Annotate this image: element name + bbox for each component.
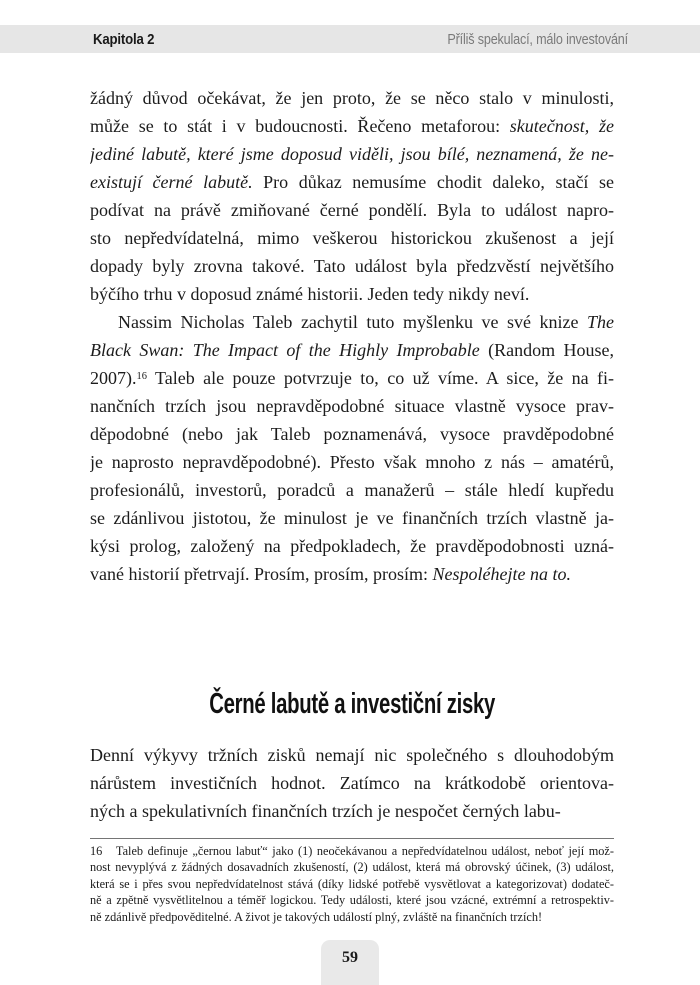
text-line: ně zdánlivě předpověditelné. A život je takových událostí plný, zvláště na finančních trzích! [90, 909, 543, 924]
text-line: žádný důvod očekávat, že jen proto, že se něco stalo v minulosti, [90, 88, 614, 108]
text-line: Denní výkyvy tržních zisků nemají nic společného s dlouhodobým [90, 745, 614, 765]
text-line: podívat na právě zmiňované černé pondělí. Byla to událost napro- [90, 200, 614, 220]
running-title: Příliš spekulací, málo investování [447, 30, 628, 48]
text-line: ně a zpětně vysvětlitelnou a téměř logickou. Tedy události, které jsou vzácné, extrémní a retrospektiv- [90, 893, 614, 908]
paragraph [90, 741, 614, 825]
text-line: vané historií přetrvají. Prosím, prosím, prosím: Nespoléhejte na to. [90, 564, 571, 584]
text-line: nost nevyplývá z žádných dosavadních zkušeností, (2) událost, která má obrovský účinek, (3) událost, [90, 860, 614, 875]
text-line: profesionálů, investorů, poradců a manažerů – stále hledí kupředu [90, 480, 614, 500]
text-line: může se to stát i v budoucnosti. Řečeno metaforou: skutečnost, že [90, 116, 614, 136]
text-line: jediné labutě, které jsme doposud viděli, jsou bílé, neznamená, že ne- [90, 144, 614, 164]
text-line: nárůstem investičních hodnot. Zatímco na krátkodobě orientova- [90, 773, 614, 793]
paragraph [90, 308, 614, 588]
text-line: 2007).$^{16}$ Taleb ale pouze potvrzuje to, co už víme. A sice, že na fi- [90, 368, 614, 388]
text-line: nančních trzích jsou nepravděpodobné situace vlastně vysoce prav- [90, 396, 614, 416]
text-line: je naprosto nepravděpodobné). Přesto však mnoho z nás – amatérů, [90, 452, 614, 472]
page-body [90, 84, 614, 925]
page-number: 59 [342, 949, 358, 966]
page-number-box [321, 940, 379, 985]
text-line: se zdánlivou jistotou, že minulost je ve finančních trzích vlastně ja- [90, 508, 614, 528]
text-line: děpodobné (nebo jak Taleb poznamenává, vysoce pravděpodobné [90, 424, 614, 444]
section-title [90, 684, 614, 724]
text-line: Nassim Nicholas Taleb zachytil tuto myšlenku ve své knize The [118, 312, 614, 332]
text-line: existují černé labutě. Pro důkaz nemusíme chodit daleko, stačí se [90, 172, 614, 192]
section-title-text: Černé labutě a investiční zisky [209, 688, 495, 720]
text-line: Black Swan: The Impact of the Highly Improbable (Random House, [90, 340, 614, 360]
text-line: býčího trhu v doposud známé historii. Jeden tedy nikdy neví. [90, 284, 530, 304]
footnote-divider [90, 838, 614, 839]
text-line: kýsi prolog, založený na předpokladech, že pravděpodobnosti uzná- [90, 536, 614, 556]
page-header [0, 25, 700, 53]
paragraph [90, 84, 614, 308]
text-line: dopady byly zrovna takové. Tato událost byla předzvěstí největšího [90, 256, 614, 276]
text-line: která se i přes svou nepředvídatelnost stává (díky lidské potřebě vysvětlovat a kategorizovat) dodateč- [90, 876, 614, 891]
chapter-label: Kapitola 2 [93, 30, 155, 48]
text-line: ných a spekulativních finančních trzích je nespočet černých labu- [90, 801, 561, 821]
text-line: 16 Taleb definuje „černou labuť“ jako (1) neočekávanou a nepředvídatelnou událost, neboť její mož- [90, 844, 614, 858]
footnote [90, 843, 614, 925]
text-line: sto nepředvídatelná, mimo veškerou historickou zkušenost a její [90, 228, 614, 248]
